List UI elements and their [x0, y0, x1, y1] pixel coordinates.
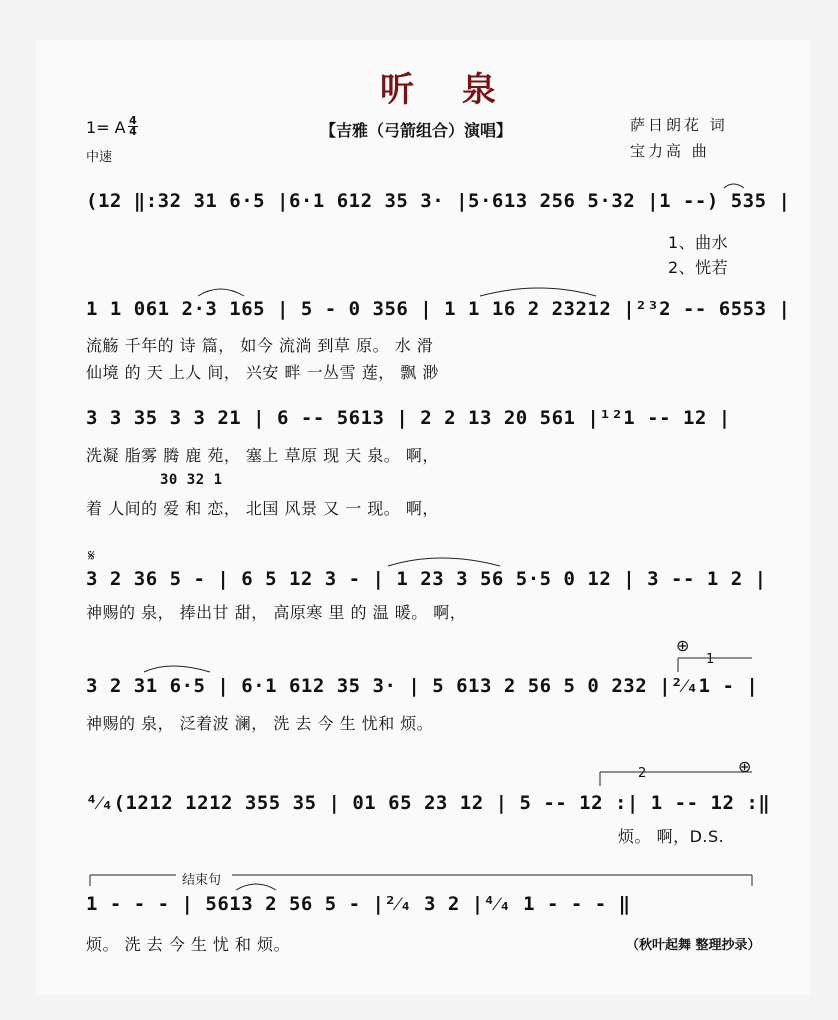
alt-notes-verse-2: 30 32 1 [160, 472, 223, 488]
lyric-row-4: 神赐的 泉， 捧出甘 甜， 高原寒 里 的 温 暖。 啊， [86, 603, 467, 622]
verse-label-1: 1、曲水 [668, 233, 729, 252]
notation-row-1: (12 ‖:32 31 6·5 |6·1 612 35 3· |5·613 256 5·32 |1 --) 535 | [86, 190, 791, 212]
segno-icon: 𝄋 [88, 546, 95, 565]
notation-row-5: 3 2 31 6·5 | 6·1 612 35 3· | 5 613 2 56 5 0 232 |²⁄₄1 - | [86, 675, 759, 697]
coda-icon-2: ⊕ [738, 757, 752, 776]
notation-row-2: 1 1 061 2·3 165 | 5 - 0 356 | 1 1 16 2 23212 |²³2 -- 6553 | [86, 298, 791, 320]
time-denominator: 4 [129, 125, 137, 138]
lyric-row-5: 神赐的 泉， 泛着波 澜， 洗 去 今 生 忧和 烦。 [86, 714, 434, 733]
lyric-row-2-verse-1: 流觞 千年的 诗 篇， 如今 流淌 到草 原。 水 滑 [86, 336, 434, 355]
page-title: 听 泉 [380, 70, 514, 110]
first-ending-number: 1 [706, 652, 715, 667]
lyric-row-2-verse-2: 仙境 的 天 上人 间， 兴安 畔 一丛雪 莲， 飘 渺 [86, 363, 439, 382]
notation-row-3: 3 3 35 3 3 21 | 6 -- 5613 | 2 2 13 20 561 |¹²1 -- 12 | [86, 407, 731, 429]
notation-row-6: ⁴⁄₄(1212 1212 355 35 | 01 65 23 12 | 5 -- 12 :| 1 -- 12 :‖ [86, 792, 771, 814]
second-ending-number: 2 [638, 766, 647, 781]
key-signature: 1= A [86, 118, 126, 137]
coda-icon: ⊕ [676, 636, 690, 655]
time-numerator: 4 [129, 114, 137, 127]
composer-credit: 宝力高 曲 [630, 142, 710, 160]
transcriber-note: （秋叶起舞 整理抄录） [626, 938, 761, 953]
verse-label-2: 2、恍若 [668, 258, 729, 277]
lyric-row-7: 烦。 洗 去 今 生 忧 和 烦。 [86, 935, 291, 954]
notation-row-4: 3 2 36 5 - | 6 5 12 3 - | 1 23 3 56 5·5 0 12 | 3 -- 1 2 | [86, 568, 767, 590]
lyricist-credit: 萨日朗花 词 [630, 116, 728, 134]
singer-credit: 【吉雅（弓箭组合）演唱】 [320, 121, 513, 140]
ending-phrase-label: 结束句 [182, 873, 222, 888]
lyric-row-6: 烦。 啊，D.S. [618, 827, 725, 846]
tempo-marking: 中速 [86, 150, 113, 165]
lyric-row-3-verse-1: 洗凝 脂雾 腾 鹿 苑， 塞上 草原 现 天 泉。 啊， [86, 446, 439, 465]
lyric-row-3-verse-2: 着 人间的 爱 和 恋， 北国 风景 又 一 现。 啊， [86, 499, 439, 518]
slur-mark [724, 184, 744, 188]
notation-row-7: 1 - - - | 5613 2 56 5 - |²⁄₄ 3 2 |⁴⁄₄ 1 - - - ‖ [86, 893, 631, 915]
